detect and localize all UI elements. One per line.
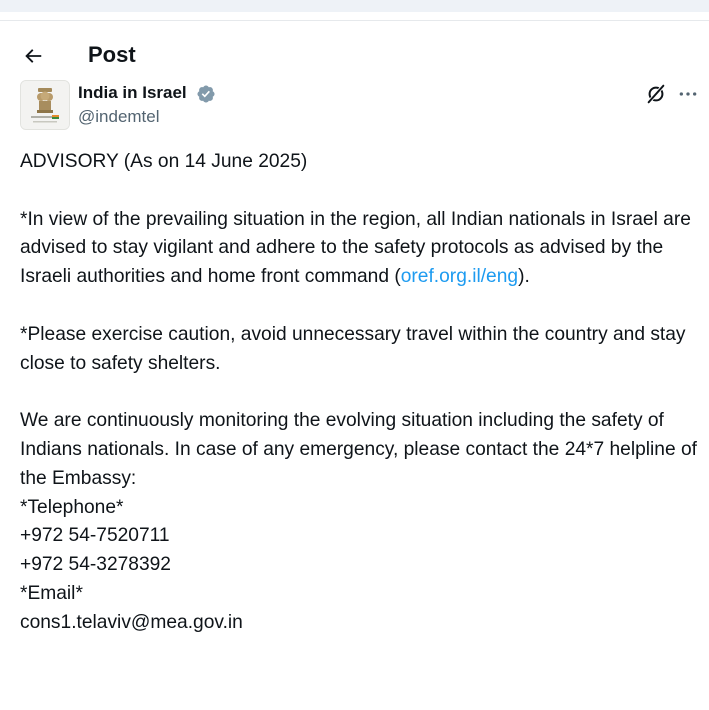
browser-top-strip xyxy=(0,0,709,12)
verified-badge-icon[interactable] xyxy=(196,84,216,104)
emblem-icon xyxy=(21,81,69,129)
email-label: *Email* xyxy=(20,582,83,604)
post-body xyxy=(20,148,704,638)
paragraph-1-text: *In view of the prevailing situation in the region, all Indian nationals in Israel are advised to stay vigilant and adhere to the safety protocols as advised by the Israeli authorities and home front command ( xyxy=(20,208,691,288)
email-address: cons1.telaviv@mea.gov.in xyxy=(20,611,243,633)
advisory-heading: ADVISORY (As on 14 June 2025) xyxy=(20,151,308,172)
paragraph-3: We are continuously monitoring the evolving situation including the safety of Indians nationals. In case of any emergency, please contact the 24*7 helpline of the Embassy: xyxy=(20,410,697,489)
arrow-left-icon xyxy=(22,45,44,67)
avatar[interactable] xyxy=(20,80,70,130)
telephone-1: +972 54-7520711 xyxy=(20,525,170,547)
paragraph-1-end: ). xyxy=(518,266,530,288)
more-options-button[interactable] xyxy=(676,82,700,106)
author-handle[interactable]: @indemtel xyxy=(78,107,160,126)
author-name[interactable]: India in Israel xyxy=(78,83,187,102)
grok-icon xyxy=(645,83,667,105)
more-dots-icon xyxy=(678,84,698,104)
telephone-2: +972 54-3278392 xyxy=(20,554,171,576)
paragraph-1 xyxy=(20,206,704,292)
grok-button[interactable] xyxy=(644,82,668,106)
page-title: Post xyxy=(88,42,136,67)
telephone-label: *Telephone* xyxy=(20,496,124,518)
oref-link[interactable]: oref.org.il/eng xyxy=(400,266,519,288)
post-header xyxy=(0,21,709,87)
back-button[interactable] xyxy=(16,39,50,73)
paragraph-2: *Please exercise caution, avoid unnecessary travel within the country and stay close to safety shelters. xyxy=(20,323,686,374)
